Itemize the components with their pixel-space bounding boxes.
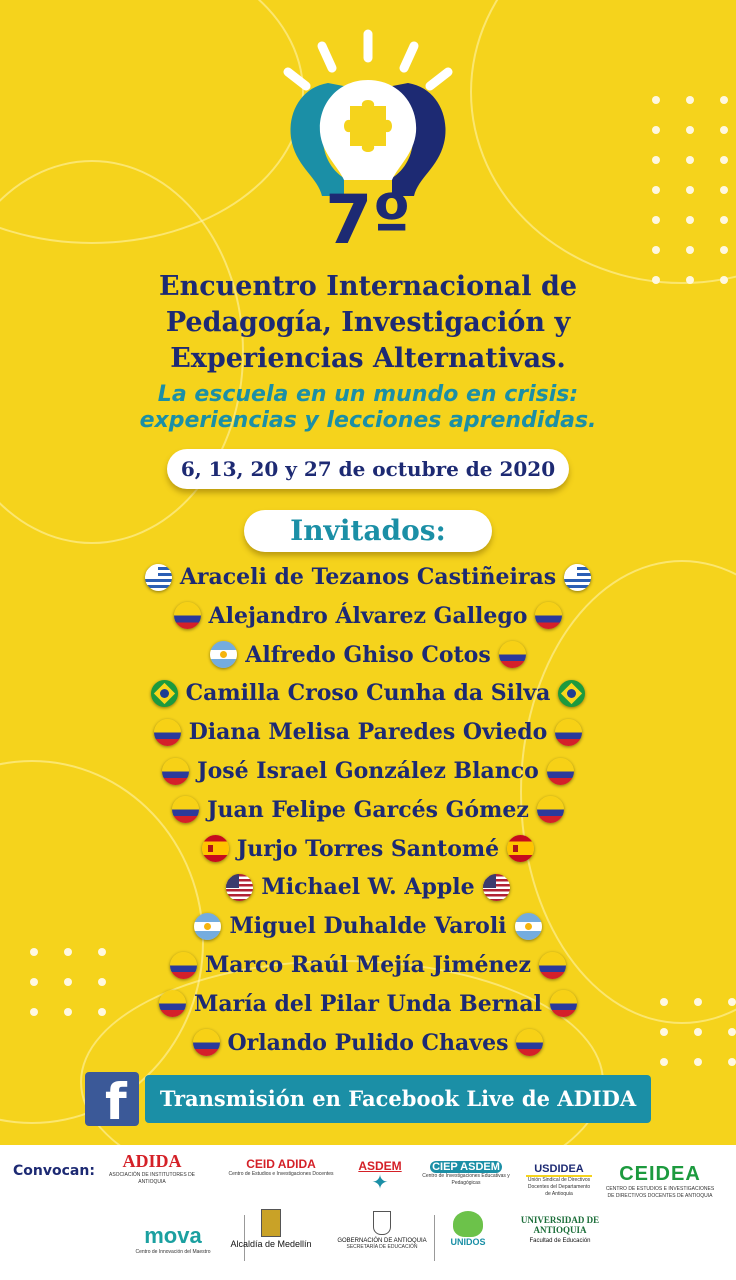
guest-name: Jurjo Torres Santomé bbox=[236, 835, 500, 862]
guest-row bbox=[0, 714, 736, 750]
guests-heading: Invitados: bbox=[244, 510, 492, 552]
event-dates-badge: 6, 13, 20 y 27 de octubre de 2020 bbox=[167, 449, 569, 489]
coat-of-arms-icon bbox=[261, 1209, 281, 1237]
unidos-logo: UNIDOS bbox=[440, 1211, 496, 1247]
usdidea-logo: USDIDEA Unión Sindical de Directivos Docentes del Departamento de Antioquia bbox=[527, 1163, 591, 1197]
co-flag-icon bbox=[516, 1029, 543, 1056]
guest-row bbox=[0, 1025, 736, 1061]
co-flag-icon bbox=[547, 758, 574, 785]
es-flag-icon bbox=[507, 835, 534, 862]
convocan-label: Convocan: bbox=[13, 1163, 95, 1179]
br-flag-icon bbox=[151, 680, 178, 707]
us-flag-icon bbox=[483, 874, 510, 901]
guest-name: Camilla Croso Cunha da Silva bbox=[185, 680, 551, 707]
ceid-adida-logo: CEID ADIDA Centro de Estudios e Investigaciones Docentes bbox=[228, 1157, 334, 1177]
guest-name: Alfredo Ghiso Cotos bbox=[245, 641, 491, 668]
event-title-line: Pedagogía, Investigación y bbox=[165, 307, 571, 338]
us-flag-icon bbox=[226, 874, 253, 901]
guest-name: Diana Melisa Paredes Oviedo bbox=[188, 719, 548, 746]
co-flag-icon bbox=[162, 758, 189, 785]
event-subtitle-line: experiencias y lecciones aprendidas. bbox=[139, 408, 597, 433]
co-flag-icon bbox=[499, 641, 526, 668]
guest-row bbox=[0, 869, 736, 905]
universidad-antioquia-logo: UNIVERSIDAD DE ANTIOQUIA Facultad de Educación bbox=[520, 1215, 600, 1244]
ar-flag-icon bbox=[210, 641, 237, 668]
ar-flag-icon bbox=[515, 913, 542, 940]
guest-name: Michael W. Apple bbox=[261, 874, 475, 901]
guest-name: Araceli de Tezanos Castiñeiras bbox=[179, 564, 557, 590]
guest-row bbox=[0, 598, 736, 634]
alcaldia-medellin-logo: Alcaldía de Medellín bbox=[226, 1209, 316, 1249]
gobernacion-antioquia-logo: GOBERNACIÓN DE ANTIOQUIA SECRETARÍA DE EDUCACIÓN bbox=[332, 1211, 432, 1251]
ar-flag-icon bbox=[194, 913, 221, 940]
edition-number: 7º bbox=[325, 181, 411, 260]
uy-flag-icon bbox=[145, 564, 172, 591]
handshake-icon: ✦ bbox=[371, 1172, 389, 1194]
facebook-icon[interactable]: f bbox=[85, 1072, 139, 1126]
event-title-line: Experiencias Alternativas. bbox=[170, 343, 566, 374]
guest-name: Juan Felipe Garcés Gómez bbox=[207, 796, 529, 823]
ciep-asdem-logo: CIEP ASDEM Centro de Investigaciones Educativas y Pedagógicas bbox=[422, 1161, 510, 1186]
co-flag-icon bbox=[172, 796, 199, 823]
co-flag-icon bbox=[170, 952, 197, 979]
guest-row bbox=[0, 792, 736, 828]
shield-icon bbox=[373, 1211, 391, 1235]
event-title-line: Encuentro Internacional de bbox=[159, 271, 577, 302]
adida-logo: ADIDA ASOCIACIÓN DE INSTITUTORES DE ANTIOQUIA bbox=[108, 1151, 196, 1185]
co-flag-icon bbox=[174, 602, 201, 629]
event-subtitle-line: La escuela en un mundo en crisis: bbox=[157, 382, 579, 407]
sponsors-footer bbox=[0, 1145, 736, 1280]
ceidea-logo: CEIDEA CENTRO DE ESTUDIOS E INVESTIGACIONES DE DIRECTIVOS DOCENTES DE ANTIOQUIA bbox=[605, 1163, 715, 1199]
guest-name: Alejandro Álvarez Gallego bbox=[208, 602, 528, 629]
br-flag-icon bbox=[558, 680, 585, 707]
guest-row bbox=[0, 947, 736, 983]
guest-row bbox=[0, 637, 736, 673]
unidos-leaf-icon bbox=[453, 1211, 483, 1237]
guest-name: Marco Raúl Mejía Jiménez bbox=[204, 952, 532, 978]
co-flag-icon bbox=[539, 952, 566, 979]
co-flag-icon bbox=[159, 990, 186, 1017]
guest-row bbox=[0, 675, 736, 711]
uy-flag-icon bbox=[564, 564, 591, 591]
facebook-live-banner[interactable]: Transmisión en Facebook Live de ADIDA bbox=[145, 1075, 651, 1123]
guest-row bbox=[0, 559, 736, 595]
guest-name: Miguel Duhalde Varoli bbox=[229, 913, 507, 940]
guest-name: José Israel González Blanco bbox=[197, 758, 539, 784]
co-flag-icon bbox=[537, 796, 564, 823]
guest-row bbox=[0, 986, 736, 1022]
guest-name: María del Pilar Unda Bernal bbox=[194, 990, 542, 1017]
guest-name: Orlando Pulido Chaves bbox=[227, 1029, 509, 1056]
co-flag-icon bbox=[550, 990, 577, 1017]
guest-row bbox=[0, 908, 736, 944]
co-flag-icon bbox=[555, 719, 582, 746]
co-flag-icon bbox=[535, 602, 562, 629]
asdem-logo: ASDEM ✦ bbox=[352, 1159, 408, 1193]
es-flag-icon bbox=[202, 835, 229, 862]
mova-logo: mova Centro de Innovación del Maestro bbox=[135, 1223, 211, 1255]
co-flag-icon bbox=[193, 1029, 220, 1056]
guest-row bbox=[0, 831, 736, 867]
guest-row bbox=[0, 753, 736, 789]
logo-divider bbox=[434, 1215, 435, 1261]
co-flag-icon bbox=[154, 719, 181, 746]
